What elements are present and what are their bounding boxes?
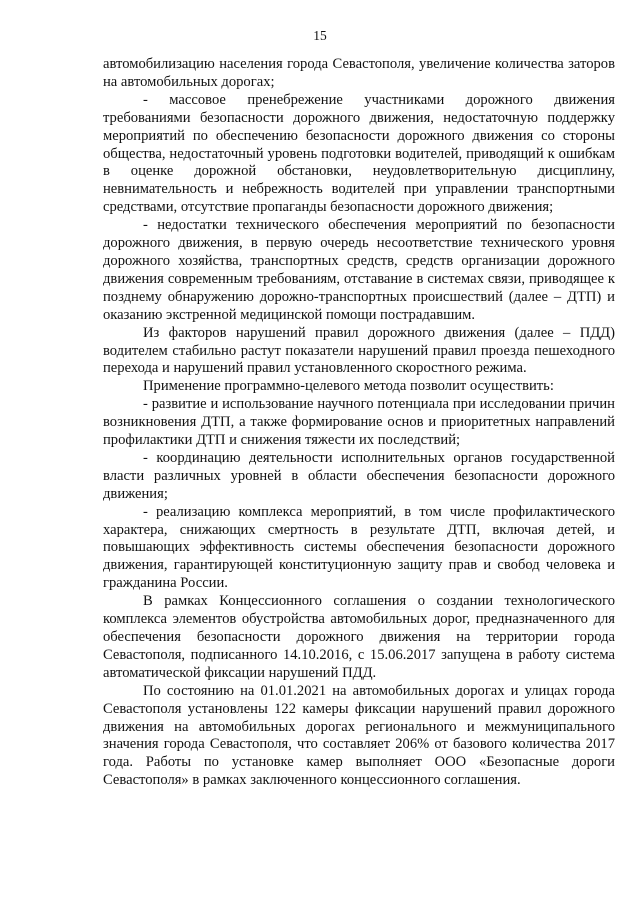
- paragraph: - реализацию комплекса мероприятий, в том числе профилактического характера, снижающих смертность в результате ДТП, включая детей, и повышающих эффективность системы обеспечения безопасности дорожного движения, гарантирующей конституционную защиту прав и свобод человека и гражданина России.: [103, 503, 615, 592]
- paragraph: - массовое пренебрежение участниками дорожного движения требованиями безопасности дорожного движения, недостаточную поддержку мероприятий по обеспечению безопасности дорожного движения со стороны общества, недостаточный уровень подготовки водителей, приводящий к ошибкам в оценке дорожной обстановки, неудовлетворительную дисциплину, невнимательность и небрежность водителей при управлении транспортными средствами, отсутствие пропаганды безопасности дорожного движения;: [103, 91, 615, 216]
- paragraph: - координацию деятельности исполнительных органов государственной власти различных уровней в области обеспечения безопасности дорожного движения;: [103, 449, 615, 502]
- paragraph: автомобилизацию населения города Севастополя, увеличение количества заторов на автомобильных дорогах;: [103, 56, 615, 90]
- page-number: 15: [313, 28, 327, 43]
- body-text: [103, 56, 615, 790]
- paragraph: Применение программно-целевого метода позволит осуществить:: [143, 378, 554, 395]
- paragraph: В рамках Концессионного соглашения о создании технологического комплекса элементов обустройства автомобильных дорог, предназначенного для обеспечения безопасности дорожного движения на территории города Севастополя, подписанного 14.10.2016, с 15.06.2017 запущена в работу система автоматической фиксации нарушений ПДД.: [103, 593, 615, 681]
- paragraph: Из факторов нарушений правил дорожного движения (далее – ПДД) водителем стабильно растут показатели нарушений правил проезда пешеходного перехода и нарушений правил установленного скоростного режима.: [103, 324, 615, 377]
- paragraph: - развитие и использование научного потенциала при исследовании причин возникновения ДТП, а также формирование основ и приоритетных направлений профилактики ДТП и снижения тяжести их последствий;: [103, 396, 615, 449]
- paragraph: По состоянию на 01.01.2021 на автомобильных дорогах и улицах города Севастополя установлены 122 камеры фиксации нарушений правил дорожного движения на автомобильных дорогах регионального и межмуниципального значения города Севастополя, что составляет 206% от базового количества 2017 года. Работы по установке камер выполняет ООО «Безопасные дороги Севастополя» в рамках заключенного концессионного соглашения.: [103, 682, 615, 789]
- paragraph: - недостатки технического обеспечения мероприятий по безопасности дорожного движения, в первую очередь несоответствие технического уровня дорожного хозяйства, транспортных средств, средств организации дорожного движения современным требованиям, отставание в системах связи, приводящее к позднему обнаружению дорожно-транспортных происшествий (далее – ДТП) и оказанию экстренной медицинской помощи пострадавшим.: [103, 217, 615, 323]
